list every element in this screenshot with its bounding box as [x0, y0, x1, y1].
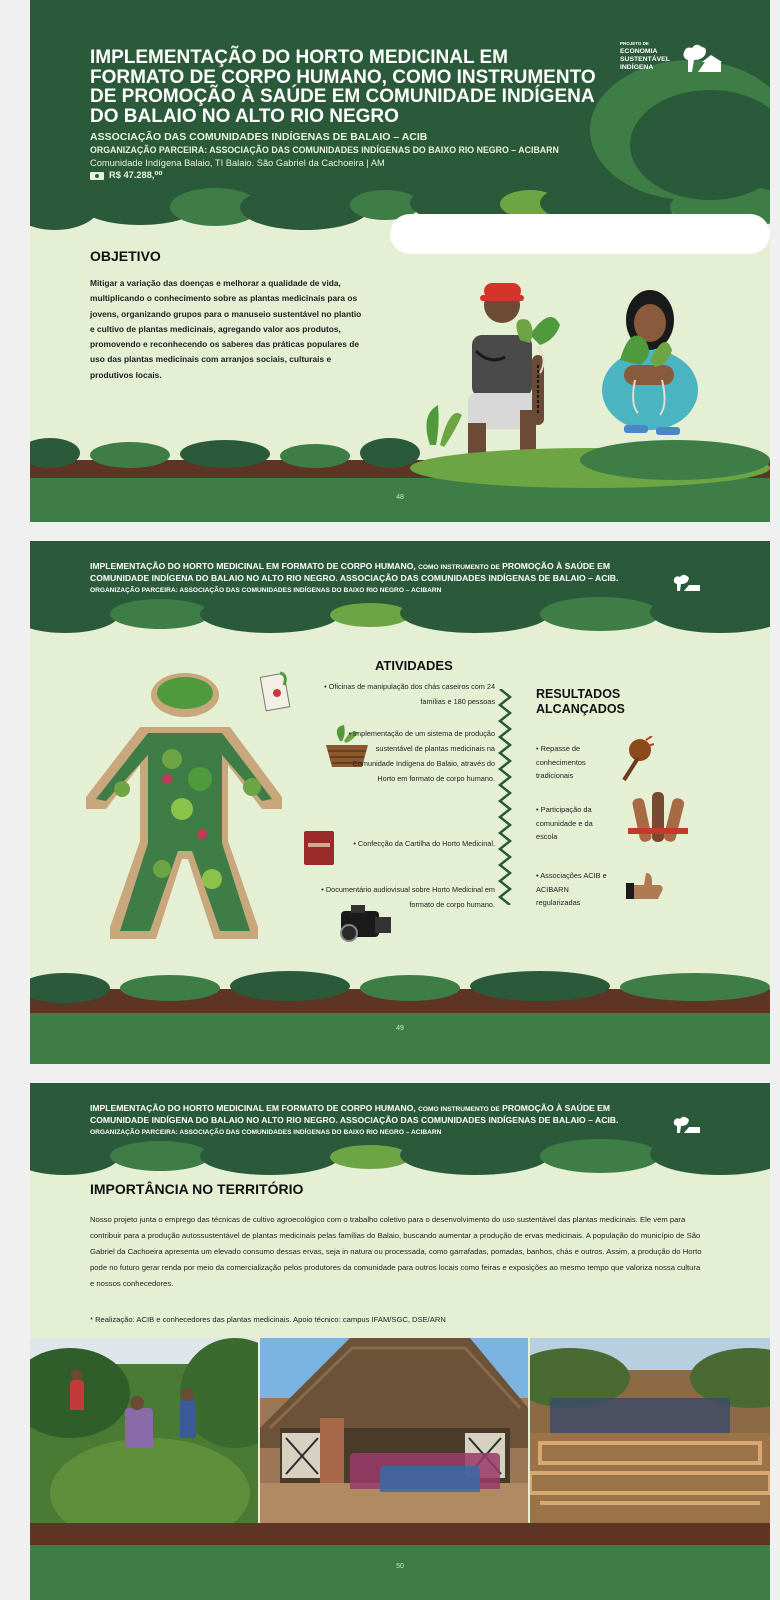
page-50 — [30, 1083, 770, 1600]
booklet-icon — [302, 829, 336, 867]
house-tree-logo-icon — [671, 573, 701, 593]
program-logo: PROJETO DE ECONOMIA SUSTENTÁVEL INDÍGENA — [620, 38, 730, 78]
house-tree-logo-icon — [678, 42, 722, 76]
photo-group-garden-beds — [530, 1338, 770, 1523]
tea-recipe-card-icon — [260, 669, 294, 713]
amount: R$ 47.288,⁰⁰ — [109, 170, 163, 180]
page-number: 50 — [396, 1563, 404, 1570]
human-shaped-garden-illustration — [82, 669, 287, 941]
objective-title: OBJETIVO — [90, 248, 161, 264]
raised-hands-icon — [626, 788, 690, 854]
soil-strip — [30, 1523, 770, 1545]
money-icon — [90, 172, 104, 180]
photo-group-traditional-house — [260, 1338, 528, 1523]
result-item: • Repasse de conhecimentos tradicionais — [536, 744, 586, 780]
organization: ASSOCIAÇÃO DAS COMUNIDADES INDÍGENAS DE BALAIO – ACIB — [90, 131, 428, 143]
house-tree-logo-icon — [671, 1115, 701, 1135]
project-title: IMPLEMENTAÇÃO DO HORTO MEDICINAL EM FORMATO DE CORPO HUMANO, COMO INSTRUMENTO DE PROMOÇÃO À SAÚDE EM COMUNIDADE INDÍGENA DO BALAIO NO ALTO RIO NEGRO — [90, 47, 596, 127]
results-title: RESULTADOS ALCANÇADOS — [536, 687, 625, 716]
page-48 — [30, 0, 770, 522]
result-item: • Associações ACIB e ACIBARN regularizadas — [536, 871, 607, 907]
result-item: • Participação da comunidade e da escola — [536, 805, 593, 841]
page-header-text: IMPLEMENTAÇÃO DO HORTO MEDICINAL EM FORMATO DE CORPO HUMANO, COMO INSTRUMENTO DE PROMOÇÃO À SAÚDE EM COMUNIDADE INDÍGENA DO BALAIO NO ALTO RIO NEGRO. ASSOCIAÇÃO DAS COMUNIDADES INDÍGENAS DE BALAIO – ACIB. ORGANIZAÇÃO PARCEIRA: ASSOCIAÇÃO DAS COMUNIDADES INDÍGENAS DO BAIXO RIO NEGRO – ACIBARN — [90, 561, 619, 594]
objective-text: Mitigar a variação das doenças e melhorar a qualidade de vida, multiplicando o conhecimento sobre as plantas medicinais para os jovens, organizando grupos para o manuseio sustentável no plantio e cultivo de plantas medicinais, agregando valor aos produtos, promovendo e reconhecendo os saberes das práticas populares de uso das plantas medicinais com arranjos sociais, culturais e produtivos locais. — [90, 278, 362, 380]
location: Comunidade Indígena Balaio, TI Balaio. São Gabriel da Cachoeira | AM — [90, 158, 385, 168]
photo-garden-work — [30, 1338, 258, 1523]
page-49 — [30, 541, 770, 1064]
activity-item: • Oficinas de manipulação dos chás caseiros com 24 famílias e 180 pessoas — [324, 682, 495, 706]
activities-title: ATIVIDADES — [375, 658, 453, 673]
page-number: 48 — [396, 494, 404, 501]
importance-text: Nosso projeto junta o emprego das técnicas de cultivo agroecológico com o trabalho coletivo para o desenvolvimento do uso sustentável das plantas medicinais. Ele vem para contribuir para a produção autossustentável de plantas medicinais pelas famílias do Balaio, buscando aumentar a produção de ervas medicinais. A população do município de São Gabriel da Cachoeira apresenta um elevado consumo dessas ervas, seja in natura ou processada, como garrafadas, pomadas, banhos, chás e outros. Assim, a produção do Horto pode no futuro gerar renda por meio da comercialização pelos produtores da comunidade para outros locais como feiras e exposições ao mesmo tempo que valoriza nossa cultura e nossos conhecedores. — [90, 1215, 702, 1288]
gourd-rattle-icon — [618, 736, 654, 782]
page-header-text: IMPLEMENTAÇÃO DO HORTO MEDICINAL EM FORMATO DE CORPO HUMANO, COMO INSTRUMENTO DE PROMOÇÃO À SAÚDE EM COMUNIDADE INDÍGENA DO BALAIO NO ALTO RIO NEGRO. ASSOCIAÇÃO DAS COMUNIDADES INDÍGENAS DE BALAIO – ACIB. ORGANIZAÇÃO PARCEIRA: ASSOCIAÇÃO DAS COMUNIDADES INDÍGENAS DO BAIXO RIO NEGRO – ACIBARN — [90, 1103, 619, 1136]
activity-item: • Implementação de um sistema de produção sustentável de plantas medicinais na Comunidade Indígena do Balaio, através do Horto em formato de corpo humano. — [348, 729, 495, 783]
importance-title: IMPORTÂNCIA NO TERRITÓRIO — [90, 1181, 304, 1197]
cloud — [390, 214, 770, 254]
credits-note: * Realização: ACIB e conhecedores das plantas medicinais. Apoio técnico: campus IFAM/SGC, DSE/ARN — [90, 1315, 446, 1324]
activity-item: • Confecção da Cartilha do Horto Medicinal. — [353, 839, 495, 848]
page-number: 49 — [396, 1025, 404, 1032]
zigzag-divider — [498, 689, 512, 905]
partner-organization: ORGANIZAÇÃO PARCEIRA: ASSOCIAÇÃO DAS COMUNIDADES INDÍGENAS DO BAIXO RIO NEGRO – ACIBARN — [90, 145, 559, 155]
thumbs-up-icon — [624, 871, 664, 901]
activity-item: • Documentário audiovisual sobre Horto Medicinal em formato de corpo humano. — [321, 885, 495, 909]
amount-row — [90, 170, 163, 181]
